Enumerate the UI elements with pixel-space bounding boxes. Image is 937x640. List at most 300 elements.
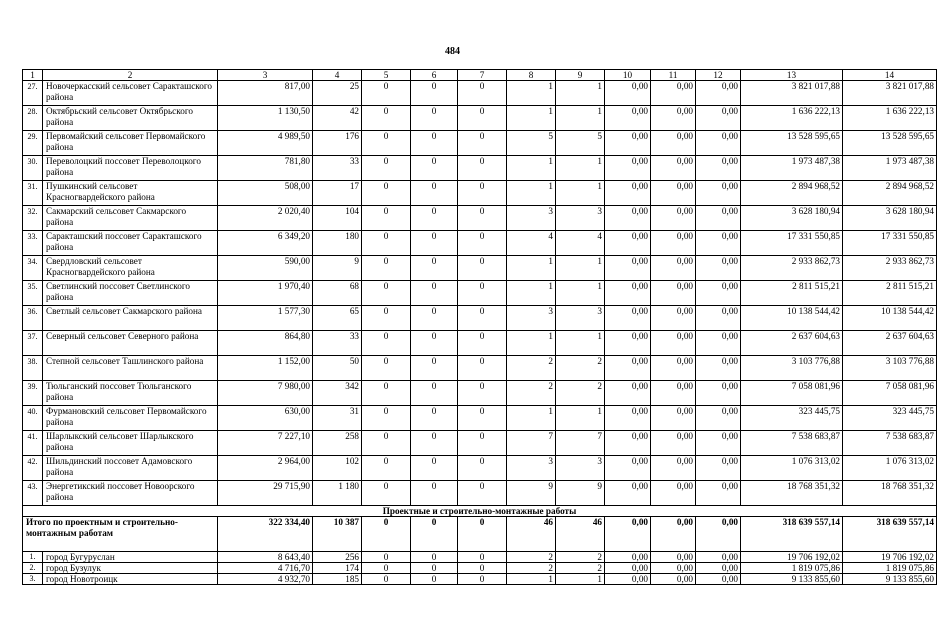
value-cell-c5: 0 — [362, 406, 411, 431]
value-cell-c4: 342 — [313, 381, 362, 406]
value-cell-c12: 0,00 — [696, 456, 741, 481]
value-cell-c12: 0,00 — [696, 156, 741, 181]
value-cell-c11: 0,00 — [651, 574, 696, 585]
value-cell-c13: 2 894 968,52 — [741, 181, 843, 206]
column-header: 4 — [313, 70, 362, 81]
value-cell-c11: 0,00 — [651, 181, 696, 206]
total-value-cell-c5: 0 — [362, 517, 411, 552]
row-number-cell: 37. — [23, 331, 43, 356]
value-cell-c4: 104 — [313, 206, 362, 231]
value-cell-c6: 0 — [411, 456, 458, 481]
row-number-cell: 30. — [23, 156, 43, 181]
name-cell: Светлинский поссовет Светлинского района — [43, 281, 218, 306]
row-number-cell: 32. — [23, 206, 43, 231]
table-row — [23, 306, 937, 331]
value-cell-c12: 0,00 — [696, 256, 741, 281]
name-cell: Северный сельсовет Северного района — [43, 331, 218, 356]
value-cell-c5: 0 — [362, 256, 411, 281]
value-cell-c8: 1 — [507, 574, 556, 585]
name-cell: город Бугуруслан — [43, 552, 218, 563]
value-cell-c10: 0,00 — [605, 181, 651, 206]
value-cell-c3: 8 643,40 — [218, 552, 313, 563]
total-value-cell-c10: 0,00 — [605, 517, 651, 552]
value-cell-c9: 1 — [556, 406, 605, 431]
value-cell-c6: 0 — [411, 552, 458, 563]
table-row — [23, 256, 937, 281]
value-cell-c4: 31 — [313, 406, 362, 431]
value-cell-c5: 0 — [362, 81, 411, 106]
value-cell-c5: 0 — [362, 156, 411, 181]
value-cell-c14: 3 103 776,88 — [843, 356, 937, 381]
value-cell-c6: 0 — [411, 256, 458, 281]
row-number-cell: 38. — [23, 356, 43, 381]
value-cell-c9: 1 — [556, 106, 605, 131]
page-number: 484 — [445, 46, 460, 57]
table-row — [23, 281, 937, 306]
value-cell-c6: 0 — [411, 81, 458, 106]
value-cell-c8: 1 — [507, 281, 556, 306]
value-cell-c8: 3 — [507, 456, 556, 481]
value-cell-c14: 7 538 683,87 — [843, 431, 937, 456]
value-cell-c7: 0 — [458, 206, 507, 231]
column-header: 7 — [458, 70, 507, 81]
value-cell-c13: 3 821 017,88 — [741, 81, 843, 106]
value-cell-c7: 0 — [458, 563, 507, 574]
column-header: 1 — [23, 70, 43, 81]
value-cell-c13: 19 706 192,02 — [741, 552, 843, 563]
value-cell-c9: 1 — [556, 181, 605, 206]
value-cell-c4: 102 — [313, 456, 362, 481]
table-row — [23, 481, 937, 506]
value-cell-c12: 0,00 — [696, 574, 741, 585]
table-row — [23, 574, 937, 585]
value-cell-c10: 0,00 — [605, 356, 651, 381]
row-number-cell: 31. — [23, 181, 43, 206]
value-cell-c10: 0,00 — [605, 381, 651, 406]
value-cell-c4: 9 — [313, 256, 362, 281]
table-row — [23, 331, 937, 356]
value-cell-c11: 0,00 — [651, 331, 696, 356]
column-header: 3 — [218, 70, 313, 81]
value-cell-c6: 0 — [411, 131, 458, 156]
total-row — [23, 517, 937, 552]
value-cell-c11: 0,00 — [651, 356, 696, 381]
value-cell-c6: 0 — [411, 306, 458, 331]
value-cell-c13: 1 636 222,13 — [741, 106, 843, 131]
value-cell-c4: 42 — [313, 106, 362, 131]
value-cell-c10: 0,00 — [605, 552, 651, 563]
value-cell-c6: 0 — [411, 156, 458, 181]
value-cell-c5: 0 — [362, 181, 411, 206]
value-cell-c11: 0,00 — [651, 131, 696, 156]
value-cell-c9: 7 — [556, 431, 605, 456]
row-number-cell: 27. — [23, 81, 43, 106]
value-cell-c12: 0,00 — [696, 231, 741, 256]
table-row — [23, 156, 937, 181]
value-cell-c8: 2 — [507, 356, 556, 381]
value-cell-c7: 0 — [458, 81, 507, 106]
value-cell-c3: 1 130,50 — [218, 106, 313, 131]
value-cell-c7: 0 — [458, 552, 507, 563]
value-cell-c5: 0 — [362, 431, 411, 456]
value-cell-c3: 1 152,00 — [218, 356, 313, 381]
value-cell-c7: 0 — [458, 381, 507, 406]
value-cell-c7: 0 — [458, 306, 507, 331]
value-cell-c14: 2 894 968,52 — [843, 181, 937, 206]
value-cell-c12: 0,00 — [696, 281, 741, 306]
value-cell-c9: 5 — [556, 131, 605, 156]
value-cell-c10: 0,00 — [605, 481, 651, 506]
value-cell-c7: 0 — [458, 156, 507, 181]
row-number-cell: 33. — [23, 231, 43, 256]
value-cell-c6: 0 — [411, 563, 458, 574]
value-cell-c11: 0,00 — [651, 406, 696, 431]
column-header: 12 — [696, 70, 741, 81]
value-cell-c6: 0 — [411, 481, 458, 506]
row-number-cell: 43. — [23, 481, 43, 506]
value-cell-c13: 7 058 081,96 — [741, 381, 843, 406]
value-cell-c14: 2 933 862,73 — [843, 256, 937, 281]
value-cell-c11: 0,00 — [651, 306, 696, 331]
name-cell: Тюльганский поссовет Тюльганского района — [43, 381, 218, 406]
name-cell: Переволоцкий поссовет Переволоцкого района — [43, 156, 218, 181]
value-cell-c14: 13 528 595,65 — [843, 131, 937, 156]
value-cell-c9: 1 — [556, 574, 605, 585]
table-row — [23, 431, 937, 456]
column-header: 6 — [411, 70, 458, 81]
value-cell-c14: 18 768 351,32 — [843, 481, 937, 506]
value-cell-c10: 0,00 — [605, 106, 651, 131]
value-cell-c3: 630,00 — [218, 406, 313, 431]
column-header: 11 — [651, 70, 696, 81]
table-row — [23, 181, 937, 206]
column-header: 13 — [741, 70, 843, 81]
value-cell-c6: 0 — [411, 574, 458, 585]
value-cell-c10: 0,00 — [605, 456, 651, 481]
value-cell-c12: 0,00 — [696, 106, 741, 131]
value-cell-c5: 0 — [362, 106, 411, 131]
value-cell-c13: 1 973 487,38 — [741, 156, 843, 181]
value-cell-c7: 0 — [458, 256, 507, 281]
value-cell-c4: 65 — [313, 306, 362, 331]
header-row — [23, 70, 937, 81]
value-cell-c5: 0 — [362, 456, 411, 481]
value-cell-c10: 0,00 — [605, 306, 651, 331]
value-cell-c9: 4 — [556, 231, 605, 256]
row-number-cell: 40. — [23, 406, 43, 431]
value-cell-c5: 0 — [362, 563, 411, 574]
value-cell-c5: 0 — [362, 306, 411, 331]
total-value-cell-c9: 46 — [556, 517, 605, 552]
value-cell-c6: 0 — [411, 181, 458, 206]
name-cell: Первомайский сельсовет Первомайского района — [43, 131, 218, 156]
table-row — [23, 206, 937, 231]
section-row — [23, 506, 937, 517]
value-cell-c7: 0 — [458, 131, 507, 156]
value-cell-c7: 0 — [458, 406, 507, 431]
column-header: 10 — [605, 70, 651, 81]
value-cell-c11: 0,00 — [651, 231, 696, 256]
value-cell-c4: 180 — [313, 231, 362, 256]
value-cell-c10: 0,00 — [605, 331, 651, 356]
value-cell-c3: 2 964,00 — [218, 456, 313, 481]
value-cell-c7: 0 — [458, 331, 507, 356]
row-number-cell: 2. — [23, 563, 43, 574]
value-cell-c4: 50 — [313, 356, 362, 381]
value-cell-c7: 0 — [458, 181, 507, 206]
value-cell-c4: 33 — [313, 156, 362, 181]
table-row — [23, 106, 937, 131]
column-header: 14 — [843, 70, 937, 81]
row-number-cell: 29. — [23, 131, 43, 156]
value-cell-c6: 0 — [411, 106, 458, 131]
value-cell-c7: 0 — [458, 574, 507, 585]
value-cell-c3: 817,00 — [218, 81, 313, 106]
value-cell-c11: 0,00 — [651, 206, 696, 231]
total-value-cell-c6: 0 — [411, 517, 458, 552]
value-cell-c3: 1 577,30 — [218, 306, 313, 331]
value-cell-c13: 1 076 313,02 — [741, 456, 843, 481]
value-cell-c10: 0,00 — [605, 431, 651, 456]
value-cell-c5: 0 — [362, 552, 411, 563]
value-cell-c9: 1 — [556, 281, 605, 306]
name-cell: Новочеркасский сельсовет Саракташского района — [43, 81, 218, 106]
name-cell: Степной сельсовет Ташлинского района — [43, 356, 218, 381]
value-cell-c9: 1 — [556, 81, 605, 106]
value-cell-c12: 0,00 — [696, 131, 741, 156]
value-cell-c8: 1 — [507, 156, 556, 181]
total-value-cell-c8: 46 — [507, 517, 556, 552]
value-cell-c6: 0 — [411, 331, 458, 356]
value-cell-c11: 0,00 — [651, 81, 696, 106]
column-header: 9 — [556, 70, 605, 81]
value-cell-c12: 0,00 — [696, 356, 741, 381]
value-cell-c9: 1 — [556, 256, 605, 281]
value-cell-c12: 0,00 — [696, 206, 741, 231]
value-cell-c12: 0,00 — [696, 381, 741, 406]
name-cell: город Бузулук — [43, 563, 218, 574]
value-cell-c13: 2 637 604,63 — [741, 331, 843, 356]
value-cell-c12: 0,00 — [696, 331, 741, 356]
value-cell-c8: 3 — [507, 306, 556, 331]
row-number-cell: 34. — [23, 256, 43, 281]
value-cell-c13: 17 331 550,85 — [741, 231, 843, 256]
table-row — [23, 552, 937, 563]
name-cell: Фурмановский сельсовет Первомайского района — [43, 406, 218, 431]
value-cell-c14: 19 706 192,02 — [843, 552, 937, 563]
total-value-cell-c11: 0,00 — [651, 517, 696, 552]
value-cell-c12: 0,00 — [696, 481, 741, 506]
value-cell-c10: 0,00 — [605, 281, 651, 306]
value-cell-c3: 4 989,50 — [218, 131, 313, 156]
row-number-cell: 28. — [23, 106, 43, 131]
table-row — [23, 406, 937, 431]
value-cell-c8: 1 — [507, 331, 556, 356]
column-header: 8 — [507, 70, 556, 81]
value-cell-c11: 0,00 — [651, 106, 696, 131]
value-cell-c6: 0 — [411, 206, 458, 231]
value-cell-c13: 323 445,75 — [741, 406, 843, 431]
value-cell-c10: 0,00 — [605, 231, 651, 256]
value-cell-c14: 323 445,75 — [843, 406, 937, 431]
value-cell-c14: 3 628 180,94 — [843, 206, 937, 231]
name-cell: город Новотроицк — [43, 574, 218, 585]
value-cell-c13: 2 933 862,73 — [741, 256, 843, 281]
value-cell-c11: 0,00 — [651, 156, 696, 181]
total-value-cell-c7: 0 — [458, 517, 507, 552]
value-cell-c3: 6 349,20 — [218, 231, 313, 256]
value-cell-c4: 258 — [313, 431, 362, 456]
value-cell-c9: 1 — [556, 331, 605, 356]
name-cell: Энергетикский поссовет Новоорского района — [43, 481, 218, 506]
value-cell-c11: 0,00 — [651, 481, 696, 506]
value-cell-c8: 2 — [507, 563, 556, 574]
value-cell-c13: 2 811 515,21 — [741, 281, 843, 306]
value-cell-c3: 781,80 — [218, 156, 313, 181]
name-cell: Октябрьский сельсовет Октябрьского района — [43, 106, 218, 131]
value-cell-c14: 1 076 313,02 — [843, 456, 937, 481]
value-cell-c5: 0 — [362, 131, 411, 156]
value-cell-c11: 0,00 — [651, 381, 696, 406]
value-cell-c8: 1 — [507, 181, 556, 206]
value-cell-c9: 9 — [556, 481, 605, 506]
value-cell-c12: 0,00 — [696, 406, 741, 431]
table-row — [23, 356, 937, 381]
data-table — [22, 69, 937, 585]
value-cell-c4: 1 180 — [313, 481, 362, 506]
value-cell-c12: 0,00 — [696, 563, 741, 574]
value-cell-c4: 174 — [313, 563, 362, 574]
value-cell-c11: 0,00 — [651, 281, 696, 306]
value-cell-c13: 13 528 595,65 — [741, 131, 843, 156]
section-title: Проектные и строительно-монтажные работы — [23, 506, 937, 517]
value-cell-c12: 0,00 — [696, 552, 741, 563]
row-number-cell: 3. — [23, 574, 43, 585]
table-row — [23, 231, 937, 256]
value-cell-c8: 1 — [507, 106, 556, 131]
value-cell-c4: 33 — [313, 331, 362, 356]
value-cell-c13: 9 133 855,60 — [741, 574, 843, 585]
value-cell-c11: 0,00 — [651, 256, 696, 281]
value-cell-c7: 0 — [458, 106, 507, 131]
value-cell-c9: 2 — [556, 552, 605, 563]
value-cell-c3: 4 932,70 — [218, 574, 313, 585]
name-cell: Сакмарский сельсовет Сакмарского района — [43, 206, 218, 231]
row-number-cell: 36. — [23, 306, 43, 331]
value-cell-c3: 1 970,40 — [218, 281, 313, 306]
value-cell-c13: 1 819 075,86 — [741, 563, 843, 574]
total-value-cell-c14: 318 639 557,14 — [843, 517, 937, 552]
value-cell-c14: 17 331 550,85 — [843, 231, 937, 256]
value-cell-c13: 3 628 180,94 — [741, 206, 843, 231]
name-cell: Шарлыкский сельсовет Шарлыкского района — [43, 431, 218, 456]
value-cell-c6: 0 — [411, 356, 458, 381]
value-cell-c13: 7 538 683,87 — [741, 431, 843, 456]
total-value-cell-c13: 318 639 557,14 — [741, 517, 843, 552]
value-cell-c6: 0 — [411, 406, 458, 431]
value-cell-c5: 0 — [362, 231, 411, 256]
value-cell-c14: 10 138 544,42 — [843, 306, 937, 331]
total-value-cell-c4: 10 387 — [313, 517, 362, 552]
value-cell-c14: 3 821 017,88 — [843, 81, 937, 106]
value-cell-c3: 590,00 — [218, 256, 313, 281]
table-row — [23, 381, 937, 406]
value-cell-c10: 0,00 — [605, 131, 651, 156]
value-cell-c4: 176 — [313, 131, 362, 156]
value-cell-c14: 2 637 604,63 — [843, 331, 937, 356]
value-cell-c8: 7 — [507, 431, 556, 456]
value-cell-c9: 3 — [556, 306, 605, 331]
value-cell-c8: 4 — [507, 231, 556, 256]
value-cell-c10: 0,00 — [605, 256, 651, 281]
value-cell-c8: 5 — [507, 131, 556, 156]
value-cell-c9: 1 — [556, 156, 605, 181]
value-cell-c8: 9 — [507, 481, 556, 506]
value-cell-c8: 1 — [507, 406, 556, 431]
value-cell-c5: 0 — [362, 574, 411, 585]
value-cell-c14: 7 058 081,96 — [843, 381, 937, 406]
value-cell-c8: 2 — [507, 381, 556, 406]
value-cell-c13: 10 138 544,42 — [741, 306, 843, 331]
value-cell-c3: 864,80 — [218, 331, 313, 356]
value-cell-c4: 17 — [313, 181, 362, 206]
value-cell-c8: 2 — [507, 552, 556, 563]
value-cell-c11: 0,00 — [651, 552, 696, 563]
value-cell-c14: 9 133 855,60 — [843, 574, 937, 585]
value-cell-c5: 0 — [362, 331, 411, 356]
table-row — [23, 456, 937, 481]
value-cell-c10: 0,00 — [605, 206, 651, 231]
value-cell-c13: 18 768 351,32 — [741, 481, 843, 506]
value-cell-c5: 0 — [362, 281, 411, 306]
value-cell-c12: 0,00 — [696, 431, 741, 456]
total-name-cell: Итого по проектным и строительно-монтажным работам — [23, 517, 218, 552]
value-cell-c11: 0,00 — [651, 431, 696, 456]
row-number-cell: 42. — [23, 456, 43, 481]
name-cell: Светлый сельсовет Сакмарского района — [43, 306, 218, 331]
value-cell-c8: 1 — [507, 81, 556, 106]
row-number-cell: 35. — [23, 281, 43, 306]
value-cell-c9: 2 — [556, 381, 605, 406]
name-cell: Саракташский поссовет Саракташского района — [43, 231, 218, 256]
value-cell-c10: 0,00 — [605, 156, 651, 181]
value-cell-c3: 2 020,40 — [218, 206, 313, 231]
value-cell-c4: 68 — [313, 281, 362, 306]
value-cell-c4: 25 — [313, 81, 362, 106]
value-cell-c11: 0,00 — [651, 456, 696, 481]
value-cell-c8: 1 — [507, 256, 556, 281]
value-cell-c5: 0 — [362, 206, 411, 231]
value-cell-c10: 0,00 — [605, 574, 651, 585]
value-cell-c9: 2 — [556, 563, 605, 574]
value-cell-c13: 3 103 776,88 — [741, 356, 843, 381]
value-cell-c7: 0 — [458, 281, 507, 306]
value-cell-c5: 0 — [362, 381, 411, 406]
value-cell-c14: 1 973 487,38 — [843, 156, 937, 181]
value-cell-c3: 29 715,90 — [218, 481, 313, 506]
value-cell-c7: 0 — [458, 356, 507, 381]
value-cell-c8: 3 — [507, 206, 556, 231]
value-cell-c14: 1 636 222,13 — [843, 106, 937, 131]
table-row — [23, 131, 937, 156]
value-cell-c10: 0,00 — [605, 406, 651, 431]
column-header: 5 — [362, 70, 411, 81]
value-cell-c7: 0 — [458, 481, 507, 506]
value-cell-c14: 1 819 075,86 — [843, 563, 937, 574]
column-header: 2 — [43, 70, 218, 81]
value-cell-c6: 0 — [411, 431, 458, 456]
value-cell-c5: 0 — [362, 481, 411, 506]
